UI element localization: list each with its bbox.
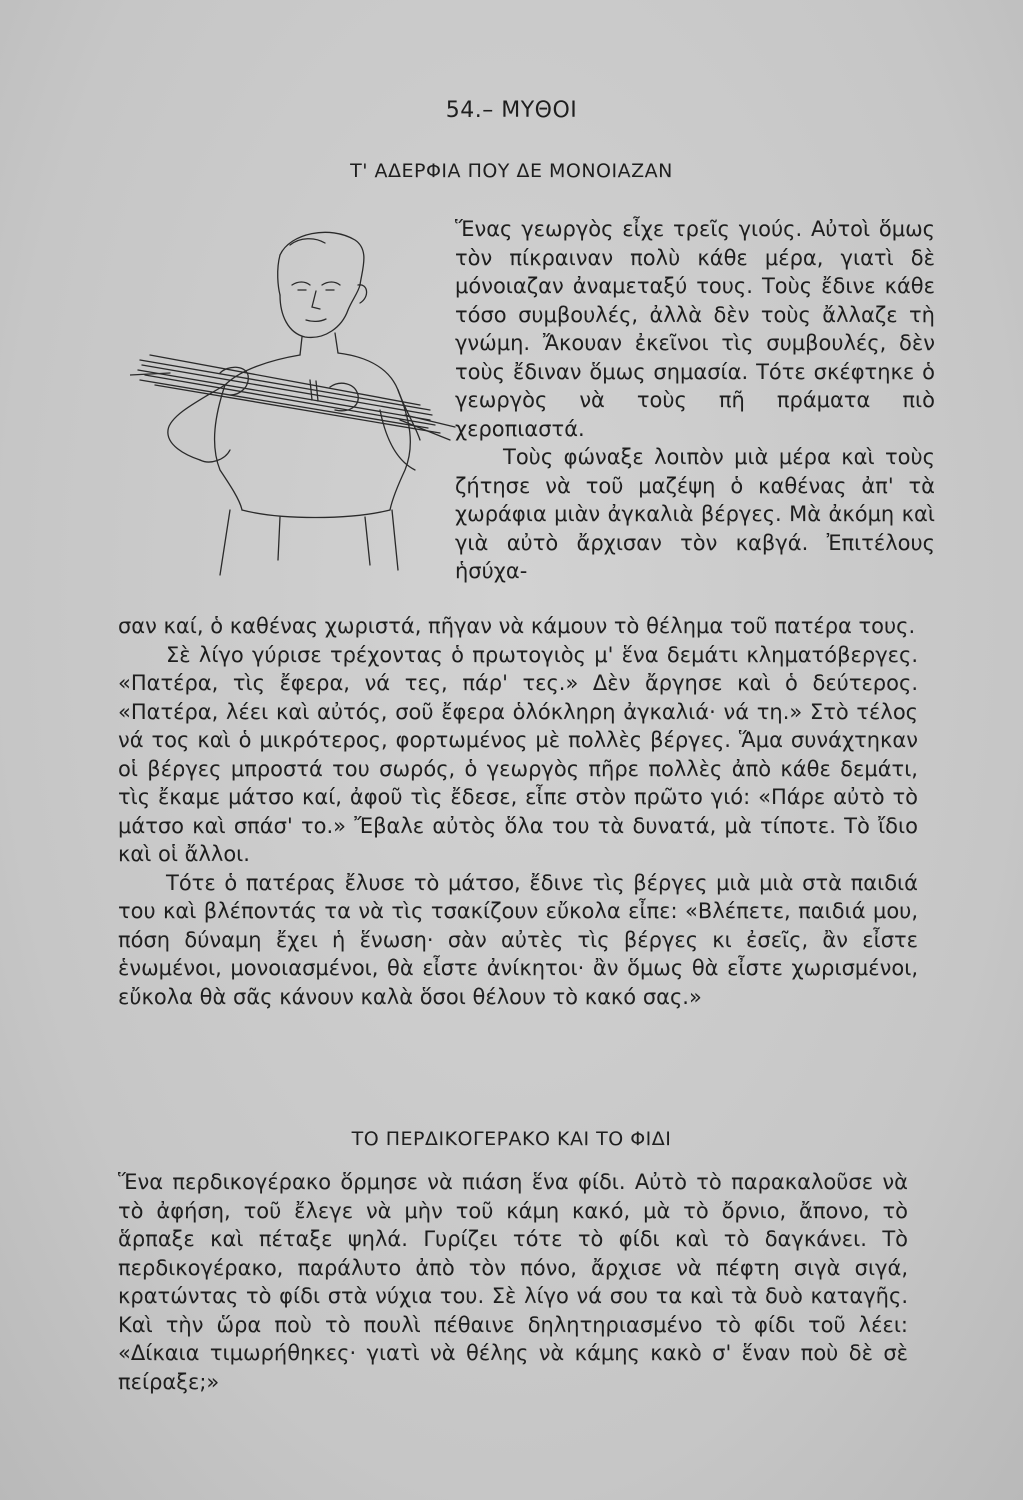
story2-text: [118, 1168, 908, 1396]
story1-full-text: [118, 612, 918, 1011]
story1-wrapped-text: [455, 215, 935, 586]
page-header: 54.– ΜΥΘΟΙ: [445, 98, 578, 123]
story1-paragraph-2-wrapped: Τοὺς φώναξε λοιπὸν μιὰ μέρα καὶ τοὺς ζήτησε νὰ τοῦ μαζέψη ὁ καθένας ἀπ' τὰ χωράφια μιὰν ἀγκαλιὰ βέργες. Μὰ ἀκόμη καὶ γιὰ αὐτὸ ἄρχισαν τὸν καβγά. Ἐπιτέλους ἡσύχα-: [455, 445, 935, 583]
story1-paragraph-1: Ἕνας γεωργὸς εἶχε τρεῖς γιούς. Αὐτοὶ ὅμως τὸν πίκραιναν πολὺ κάθε μέρα, γιατὶ δὲ μόνοιαζαν ἀναμεταξύ τους. Τοὺς ἔδινε κάθε τόσο συμβουλές, ἀλλὰ δὲν τοὺς ἄλλαζε τὴ γνώμη. Ἄκουαν ἐκεῖνοι τὶς συμβουλές, δὲν τοὺς ἔδιναν ὅμως σημασία. Τότε σκέφτηκε ὁ γεωργὸς νὰ τοὺς πῆ πράματα πιὸ χεροπιαστά.: [455, 217, 935, 441]
story2-paragraph-1: Ἕνα περδικογέρακο ὅρμησε νὰ πιάση ἕνα φίδι. Αὐτὸ τὸ παρακαλοῦσε νὰ τὸ ἀφήση, τοῦ ἔλεγε νὰ μὴν τοῦ κάμη κακό, μὰ τὸ ὄρνιο, ἄπονο, τὸ ἅρπαξε καὶ πέταξε ψηλά. Γυρίζει τότε τὸ φίδι καὶ τὸ δαγκάνει. Τὸ περδικογέρακο, παράλυτο ἀπὸ τὸν πόνο, ἄρχισε νὰ πέφτη σιγὰ σιγά, κρατώντας τὸ φίδι στὰ νύχια του. Σὲ λίγο νά σου τα καὶ τὰ δυὸ καταγῆς. Καὶ τὴν ὥρα ποὺ τὸ πουλὶ πέθαινε δηλητηριασμένο τὸ φίδι τοῦ λέει: «Δίκαια τιμωρήθηκες· γιατὶ νὰ θέλης νὰ κάμης κακὸ σ' ἕναν ποὺ δὲ σὲ πείραξε;»: [118, 1170, 908, 1394]
story1-title: Τ' ΑΔΕΡΦΙΑ ΠΟΥ ΔΕ ΜΟΝΟΙΑΖΑΝ: [350, 160, 673, 182]
story2-title: ΤΟ ΠΕΡΔΙΚΟΓΕΡΑΚΟ ΚΑΙ ΤΟ ΦΙΔΙ: [351, 1128, 672, 1150]
story1-paragraph-3: Σὲ λίγο γύρισε τρέχοντας ὁ πρωτογιὸς μ' ἕνα δεμάτι κληματόβεργες. «Πατέρα, τὶς ἔφερα, νά τες, πάρ' τες.» Δὲν ἄργησε καὶ ὁ δεύτερος. «Πατέρα, λέει καὶ αὐτός, σοῦ ἔφερα ὁλόκληρη ἀγκαλιά· νά τη.» Στὸ τέλος νά τος καὶ ὁ μικρότερος, φορτωμένος μὲ πολλὲς βέργες. Ἅμα συνάχτηκαν οἱ βέργες μπροστά του σωρός, ὁ γεωργὸς πῆρε πολλὲς ἀπὸ κάθε δεμάτι, τὶς ἔκαμε μάτσο καί, ἀφοῦ τὶς ἔδεσε, εἶπε στὸν πρῶτο γιό: «Πάρε αὐτὸ τὸ μάτσο καὶ σπάσ' το.» Ἔβαλε αὐτὸς ὅλα του τὰ δυνατά, μὰ τίποτε. Τὸ ἴδιο καὶ οἱ ἄλλοι.: [118, 642, 918, 866]
story1-paragraph-2-continued: σαν καί, ὁ καθένας χωριστά, πῆγαν νὰ κάμουν τὸ θέλημα τοῦ πατέρα τους.: [118, 614, 916, 638]
story1-paragraph-4: Τότε ὁ πατέρας ἔλυσε τὸ μάτσο, ἔδινε τὶς βέργες μιὰ μιὰ στὰ παιδιά του καὶ βλέποντάς τα νὰ τὶς τσακίζουν εὔκολα εἶπε: «Βλέπετε, παιδιά μου, πόση δύναμη ἔχει ἡ ἕνωση· σὰν αὐτὲς τὶς βέργες κι ἐσεῖς, ἂν εἶστε ἑνωμένοι, μονοιασμένοι, θὰ εἶστε ἀνίκητοι· ἂν ὅμως θὰ εἶστε χωρισμένοι, εὔκολα θὰ σᾶς κάνουν καλὰ ὅσοι θέλουν τὸ κακό σας.»: [118, 870, 918, 1009]
boy-with-sticks-illustration: [130, 215, 460, 615]
